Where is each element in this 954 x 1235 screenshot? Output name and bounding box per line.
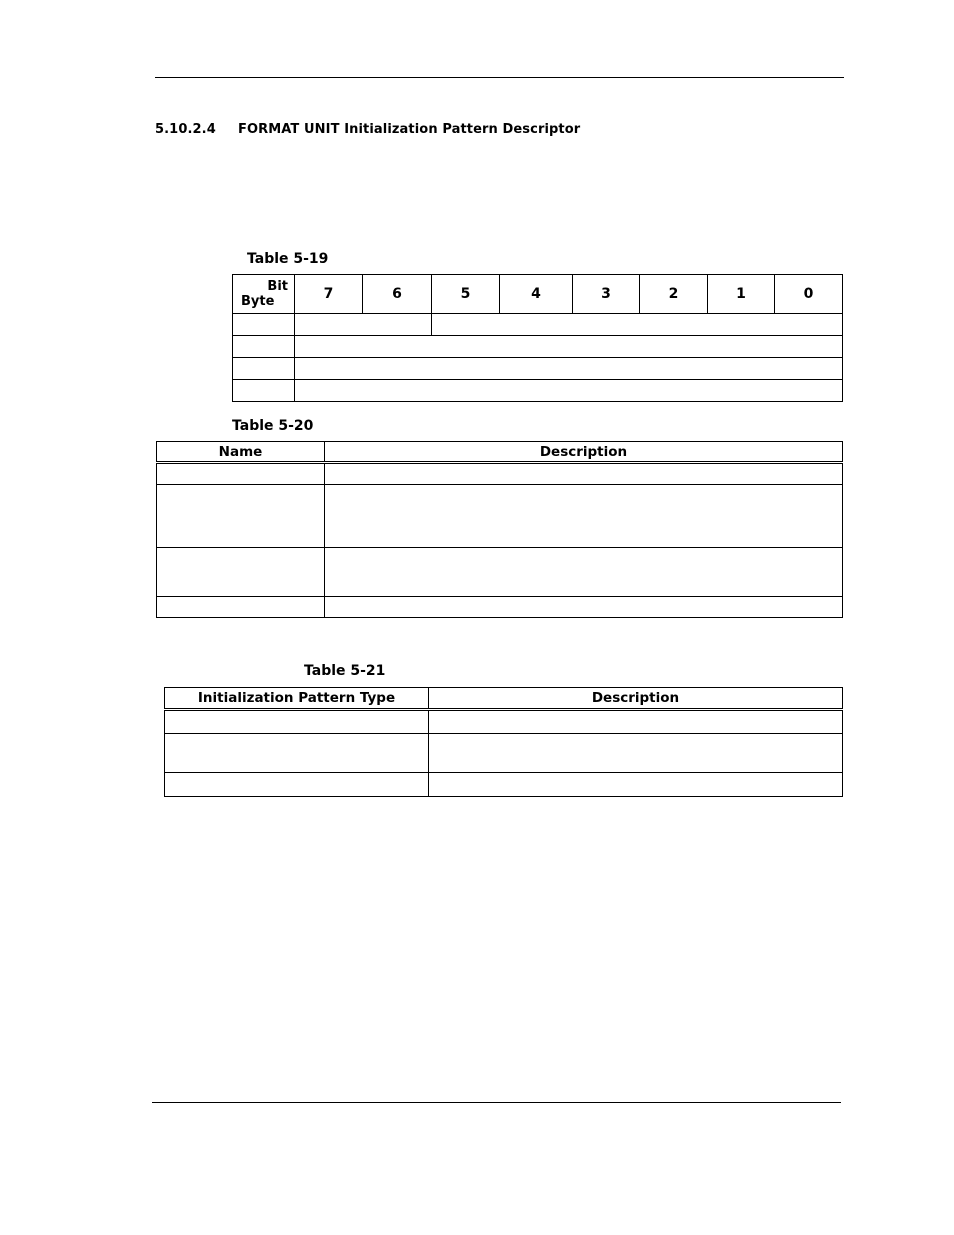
table-row [165, 773, 843, 797]
bit-0-header: 0 [775, 275, 843, 314]
table-5-19-header-row [233, 275, 843, 314]
description-column-header: Description [429, 688, 843, 710]
table-5-21-header-row [165, 688, 843, 710]
pattern-type-cell [165, 734, 429, 773]
table-row [233, 314, 843, 336]
table-row [165, 710, 843, 734]
description-cell [429, 734, 843, 773]
name-cell [157, 485, 325, 548]
byte-cell [233, 358, 295, 380]
field-cell [295, 358, 843, 380]
table-row [157, 485, 843, 548]
description-cell [429, 773, 843, 797]
section-number: 5.10.2.4 [155, 122, 216, 137]
bit-4-header: 4 [500, 275, 573, 314]
footer-rule [152, 1102, 841, 1103]
table-row [233, 380, 843, 402]
section-title: FORMAT UNIT Initialization Pattern Descriptor [238, 122, 581, 137]
bit-7-header: 7 [295, 275, 363, 314]
bit-byte-header [233, 275, 295, 314]
header-rule [155, 77, 844, 78]
table-row [157, 597, 843, 618]
byte-cell [233, 336, 295, 358]
bit-5-header: 5 [432, 275, 500, 314]
byte-cell [233, 380, 295, 402]
bit-label: Bit [267, 279, 288, 294]
field-cell [432, 314, 843, 336]
description-cell [325, 485, 843, 548]
field-cell [295, 336, 843, 358]
table-row [233, 358, 843, 380]
description-cell [325, 463, 843, 485]
bit-1-header: 1 [708, 275, 775, 314]
table-5-20-header-row [157, 442, 843, 463]
table-5-21 [164, 687, 843, 797]
name-cell [157, 463, 325, 485]
table-5-19-caption: Table 5-19 [247, 251, 329, 267]
byte-cell [233, 314, 295, 336]
bit-6-header: 6 [363, 275, 432, 314]
field-cell [295, 380, 843, 402]
table-5-20 [156, 441, 843, 618]
name-cell [157, 548, 325, 597]
bit-3-header: 3 [573, 275, 640, 314]
table-row [233, 336, 843, 358]
table-5-19 [232, 274, 843, 402]
table-row [157, 463, 843, 485]
section-heading [155, 122, 580, 137]
table-5-21-caption: Table 5-21 [304, 663, 386, 679]
description-cell [325, 548, 843, 597]
description-cell [325, 597, 843, 618]
pattern-type-cell [165, 773, 429, 797]
name-column-header: Name [157, 442, 325, 463]
byte-label: Byte [241, 294, 275, 309]
pattern-type-column-header: Initialization Pattern Type [165, 688, 429, 710]
table-row [165, 734, 843, 773]
table-row [157, 548, 843, 597]
description-cell [429, 710, 843, 734]
description-column-header: Description [325, 442, 843, 463]
pattern-type-cell [165, 710, 429, 734]
field-cell [295, 314, 432, 336]
bit-2-header: 2 [640, 275, 708, 314]
table-5-20-caption: Table 5-20 [232, 418, 314, 434]
name-cell [157, 597, 325, 618]
